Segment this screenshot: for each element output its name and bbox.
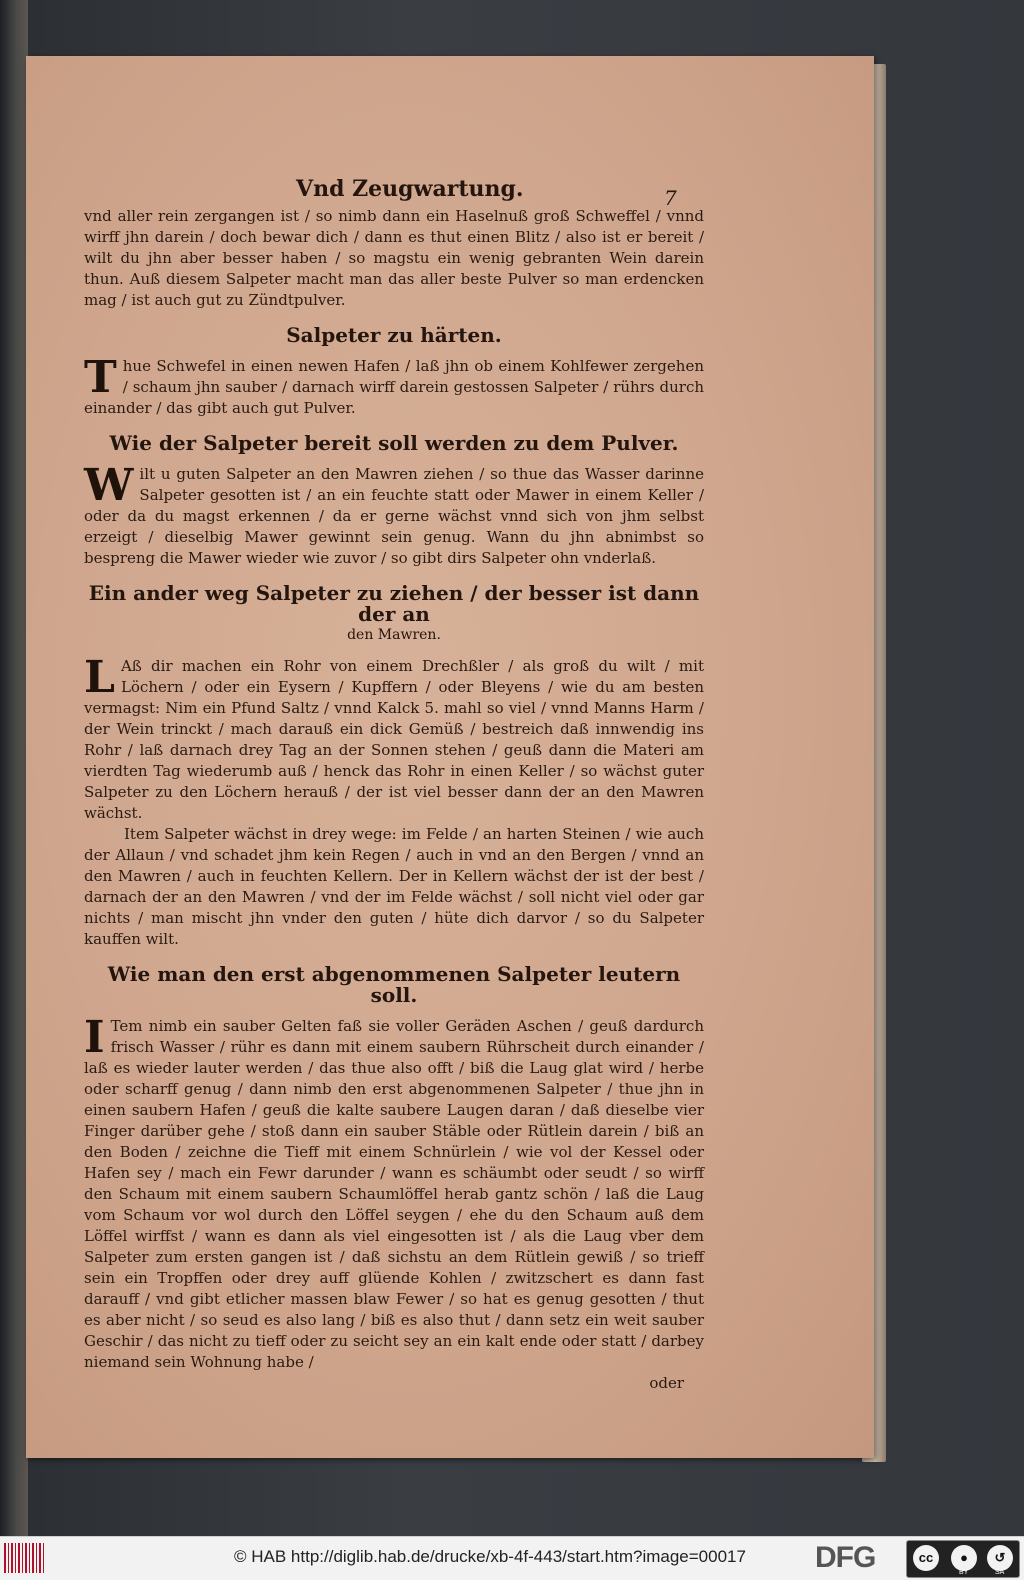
drop-capital: I bbox=[84, 1012, 105, 1063]
viewer-footer bbox=[0, 1536, 1024, 1580]
drop-capital: T bbox=[84, 352, 117, 403]
drop-capital: L bbox=[84, 652, 115, 703]
sa-icon: ↺ bbox=[987, 1545, 1013, 1571]
section-heading: Wie man den erst abgenommenen Salpeter leutern soll. bbox=[107, 962, 681, 1007]
page-text bbox=[84, 206, 704, 1394]
section-paragraph: L Aß dir machen ein Rohr von einem Drechßler / als groß du wilt / mit Löchern / oder ein Eysern / Kupffern / oder Bleyens / wie du am besten vermagst: Nim ein Pfund Saltz / vnnd Kalck 5. mahl so viel / vnnd Manns Harm / der Wein trinckt / mach darauß ein dick Gemüß / bestreich daß innwendig ins Rohr / laß darnach drey Tag an der Sonnen stehen / geuß dann die Materi am vierdten Tag wiederumb auß / henck das Rohr in einen Keller / so wächst guter Salpeter zu den Löchern herauß / der ist viel besser dann der an den Mawren wächst. bbox=[84, 652, 704, 822]
section-subheading: den Mawren. bbox=[347, 627, 441, 643]
license-sa-label: SA bbox=[995, 1569, 1005, 1576]
section-paragraph: Wilt u guten Salpeter an den Mawren ziehen / so thue das Wasser darinne Salpeter gesotten ist / an ein feuchte statt oder Mawer in einem Keller / oder da du magst erkennen / da er gerne wächst vnnd sich von jhm selbst erzeigt / dieselbig Mawer gewinnt sein genug. Wann du jhn abnimbst so bespreng die Mawer wieder wie zuvor / so gibt dirs Salpeter ohn vnderlaß. bbox=[84, 460, 704, 567]
by-icon: ● bbox=[951, 1545, 977, 1571]
license-by-label: BY bbox=[959, 1569, 969, 1576]
dfg-logo[interactable]: DFG bbox=[815, 1541, 876, 1574]
source-credit-link[interactable]: © HAB http://diglib.hab.de/drucke/xb-4f-443/start.htm?image=00017 bbox=[234, 1547, 746, 1566]
book-page bbox=[26, 56, 874, 1458]
section-heading: Wie der Salpeter bereit soll werden zu dem Pulver. bbox=[109, 431, 679, 455]
page-number: 7 bbox=[664, 186, 677, 210]
section-heading: Salpeter zu härten. bbox=[286, 323, 502, 347]
intro-paragraph: vnd aller rein zergangen ist / so nimb dann ein Haselnuß groß Schweffel / vnnd wirff jhn darein / doch bewar dich / dann es thut einen Blitz / also ist er bereit / wilt du jhn aber besser haben / so magstu ein wenig gebranten Wein darein thun. Auß diesem Salpeter macht man das aller beste Pulver so man erdencken mag / ist auch gut zu Zündtpulver. bbox=[84, 207, 704, 309]
drop-capital: W bbox=[84, 460, 134, 511]
section-paragraph: Item Salpeter wächst in drey wege: im Felde / an harten Steinen / wie auch der Allaun / vnd schadet jhm kein Regen / auch in vnd an den Bergen / vnnd an den Mawren / auch in feuchten Kellern. Der in Kellern wächst der ist der best / darnach der an den Mawren / vnd der im Felde wächst / soll nicht viel oder gar nichts / man mischt jhn vnder den guten / hüte dich darvor / so du Salpeter kauffen wilt. bbox=[84, 825, 704, 948]
creative-commons-icon[interactable] bbox=[906, 1540, 1020, 1578]
section-heading: Ein ander weg Salpeter zu ziehen / der besser ist dann der an den Mawren. bbox=[84, 583, 704, 646]
cc-icon: cc bbox=[913, 1545, 939, 1571]
barcode-icon bbox=[4, 1543, 44, 1573]
binding-edge bbox=[0, 0, 28, 1536]
catchword: oder bbox=[649, 1374, 684, 1392]
section-paragraph: I Tem nimb ein sauber Gelten faß sie voller Geräden Aschen / geuß dardurch frisch Wasser / rühr es dann mit einem saubern Rührscheit durch einander / laß es wieder lauter werden / das thue also offt / biß die Laug glat wird / herbe oder scharff genug / dann nimb den erst abgenommenen Salpeter / thue jhn in einen saubern Hafen / geuß die kalte saubere Laugen daran / daß dieselbe vier Finger darüber gehe / stoß dann ein sauber Stäble oder Rütlein darein / biß an den Boden / zeichne die Tieff mit einem Schnürlein / wie vol der Kessel oder Hafen sey / mach ein Fewr darunder / wann es schäumbt oder seudt / so wirff den Schaum mit einem saubern Schaumlöffel herab gantz schön / laß die Laug vom Schaum vor wol durch den Löffel seygen / ehe du den Schaum auß dem Löffel wirffst / wann es dann als viel eingesotten ist / als die Laug vber dem Salpeter zum ersten gangen ist / daß sichstu an dem Rütlein gewiß / so trieff sein ein Tropffen oder drey auff glüende Kohlen / zwitzschert es dann fast darauff / vnd gibt etlicher massen blaw Fewer / so hat es genug gesotten / thut es aber nicht / so seud es also lang / biß es also thut / dann setz ein weit sauber Geschir / das nicht zu tieff oder zu seicht sey an ein kalt ende oder statt / darbey niemand sein Wohnung habe / bbox=[84, 1012, 704, 1371]
section-paragraph: Thue Schwefel in einen newen Hafen / laß jhn ob einem Kohlfewer zergehen / schaum jhn sauber / darnach wirff darein gestossen Salpeter / rührs durch einander / das gibt auch gut Pulver. bbox=[84, 352, 704, 417]
running-head: Vnd Zeugwartung. bbox=[296, 176, 524, 202]
